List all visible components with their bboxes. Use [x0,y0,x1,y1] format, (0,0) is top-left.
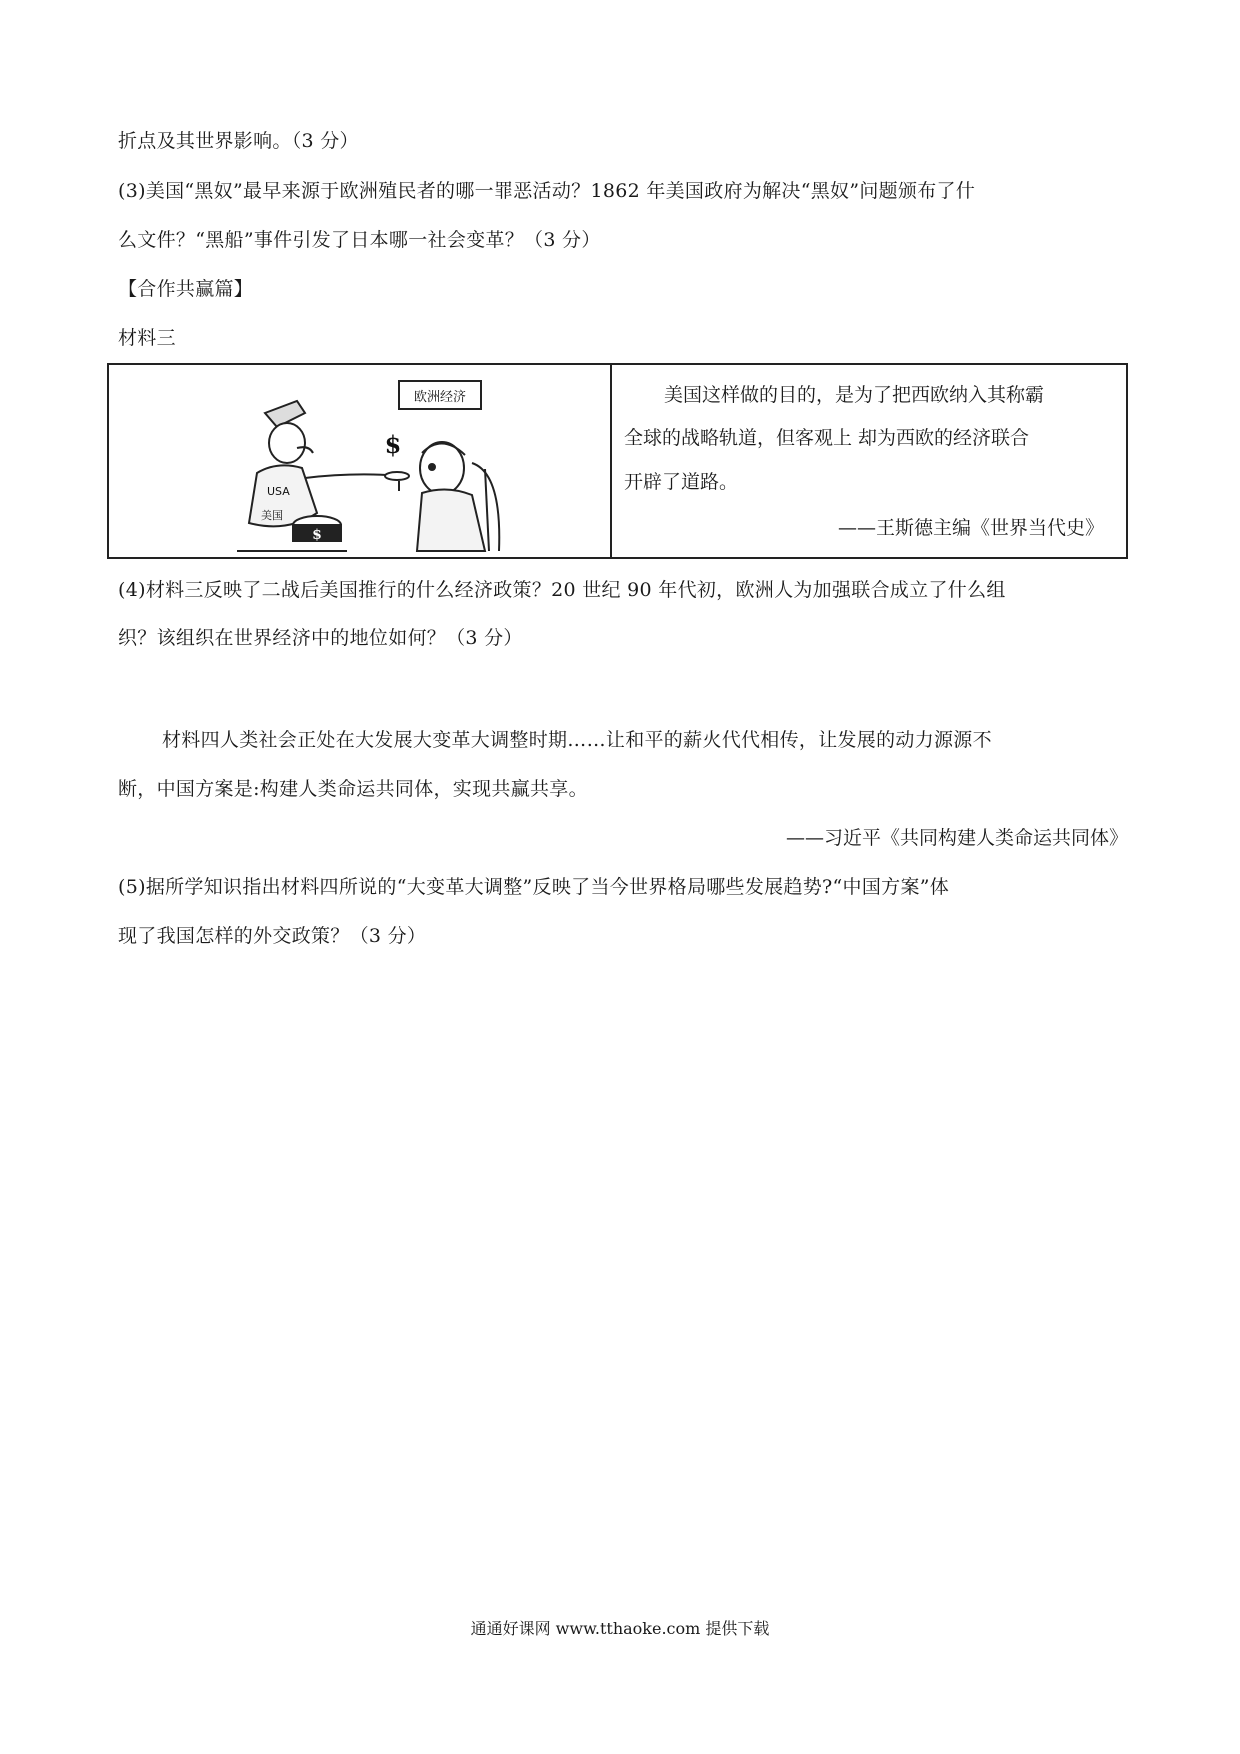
quote-line-1: 美国这样做的目的，是为了把西欧纳入其称霸 [664,384,1045,406]
cartoon-dollar: $ [384,430,402,459]
quote-line-2: 全球的战略轨道，但客观上 却为西欧的经济联合 [624,427,1030,449]
q4-line-1: (4)材料三反映了二战后美国推行的什么经济政策？20 世纪 90 年代初，欧洲人为加强联合成立了什么组 [118,579,1006,601]
cartoon-chest-text: 美国 [261,509,283,522]
q3-line-1: (3)美国“黑奴”最早来源于欧洲殖民者的哪一罪恶活动？1862 年美国政府为解决“黑奴”问题颁布了什 [118,180,976,202]
cartoon-cell [109,365,612,557]
material4-line-2: 断，中国方案是:构建人类命运共同体，实现共赢共享。 [118,778,588,800]
q3-line-2: 么文件？“黑船”事件引发了日本哪一社会变革？（3 分） [118,229,601,251]
material4-source: ——习近平《共同构建人类命运共同体》 [785,827,1128,849]
cartoon-hat-text: USA [267,485,290,498]
cartoon-pot-dollar: $ [312,527,322,543]
cartoon-sign-text: 欧洲经济 [413,390,467,405]
quote-line-3: 开辟了道路。 [624,471,739,493]
material3-label: 材料三 [118,327,176,349]
material3-table [107,363,1128,559]
material4-line-1: 材料四人类社会正处在大发展大变革大调整时期……让和平的薪火代代相传，让发展的动力源源不 [162,729,992,751]
q5-line-1: (5)据所学知识指出材料四所说的“大变革大调整”反映了当今世界格局哪些发展趋势?“中国方案”体 [118,876,950,898]
quote-cell [612,365,1126,557]
cartoon-image [227,373,527,553]
q2-tail: 折点及其世界影响。（3 分） [118,130,359,152]
section-title: 【合作共赢篇】 [118,278,254,300]
page-footer: 通通好课网 www.tthaoke.com 提供下载 [470,1619,770,1638]
quote-source: ——王斯德主编《世界当代史》 [837,517,1104,539]
q4-line-2: 织？该组织在世界经济中的地位如何？（3 分） [118,627,523,649]
q5-line-2: 现了我国怎样的外交政策？（3 分） [118,925,427,947]
